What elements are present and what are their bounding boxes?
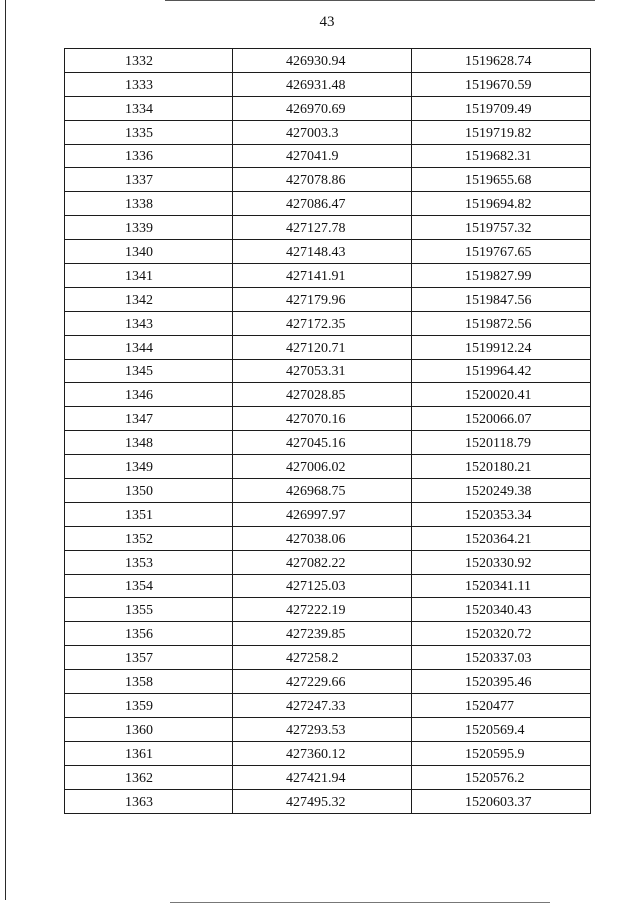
table-row: [65, 311, 591, 335]
x-coordinate-cell: 427120.71: [233, 335, 412, 359]
y-coordinate-cell: 1520330.92: [412, 550, 591, 574]
y-coordinate-cell: 1520395.46: [412, 670, 591, 694]
table-row: [65, 598, 591, 622]
x-coordinate-cell: 426970.69: [233, 96, 412, 120]
x-coordinate-cell: 427495.32: [233, 789, 412, 813]
point-number-cell: 1354: [65, 574, 233, 598]
point-number-cell: 1358: [65, 670, 233, 694]
table-row: [65, 574, 591, 598]
y-coordinate-cell: 1519670.59: [412, 72, 591, 96]
x-coordinate-cell: 427082.22: [233, 550, 412, 574]
y-coordinate-cell: 1520249.38: [412, 479, 591, 503]
point-number-cell: 1362: [65, 765, 233, 789]
x-coordinate-cell: 427179.96: [233, 287, 412, 311]
table-row: [65, 168, 591, 192]
x-coordinate-cell: 427070.16: [233, 407, 412, 431]
point-number-cell: 1349: [65, 455, 233, 479]
point-number-cell: 1337: [65, 168, 233, 192]
x-coordinate-cell: 427038.06: [233, 526, 412, 550]
point-number-cell: 1357: [65, 646, 233, 670]
point-number-cell: 1343: [65, 311, 233, 335]
x-coordinate-cell: 427028.85: [233, 383, 412, 407]
table-row: [65, 72, 591, 96]
y-coordinate-cell: 1520020.41: [412, 383, 591, 407]
table-row: [65, 359, 591, 383]
x-coordinate-cell: 426930.94: [233, 49, 412, 73]
table-row: [65, 502, 591, 526]
table-row: [65, 96, 591, 120]
y-coordinate-cell: 1519872.56: [412, 311, 591, 335]
table-row: [65, 479, 591, 503]
x-coordinate-cell: 427041.9: [233, 144, 412, 168]
y-coordinate-cell: 1520320.72: [412, 622, 591, 646]
y-coordinate-cell: 1519719.82: [412, 120, 591, 144]
table-row: [65, 789, 591, 813]
table-row: [65, 407, 591, 431]
x-coordinate-cell: 427172.35: [233, 311, 412, 335]
table-row: [65, 216, 591, 240]
table-row: [65, 383, 591, 407]
y-coordinate-cell: 1520569.4: [412, 717, 591, 741]
table-row: [65, 455, 591, 479]
y-coordinate-cell: 1519847.56: [412, 287, 591, 311]
point-number-cell: 1342: [65, 287, 233, 311]
x-coordinate-cell: 426997.97: [233, 502, 412, 526]
x-coordinate-cell: 427360.12: [233, 741, 412, 765]
point-number-cell: 1336: [65, 144, 233, 168]
table-row: [65, 646, 591, 670]
x-coordinate-cell: 427125.03: [233, 574, 412, 598]
table-row: [65, 694, 591, 718]
y-coordinate-cell: 1520353.34: [412, 502, 591, 526]
y-coordinate-cell: 1520477: [412, 694, 591, 718]
table-row: [65, 741, 591, 765]
x-coordinate-cell: 426931.48: [233, 72, 412, 96]
point-number-cell: 1347: [65, 407, 233, 431]
table-row: [65, 240, 591, 264]
x-coordinate-cell: 427222.19: [233, 598, 412, 622]
table-row: [65, 49, 591, 73]
page-number: 43: [319, 14, 335, 30]
table-row: [65, 192, 591, 216]
x-coordinate-cell: 427045.16: [233, 431, 412, 455]
point-number-cell: 1348: [65, 431, 233, 455]
point-number-cell: 1332: [65, 49, 233, 73]
y-coordinate-cell: 1520341.11: [412, 574, 591, 598]
x-coordinate-cell: 427053.31: [233, 359, 412, 383]
y-coordinate-cell: 1520066.07: [412, 407, 591, 431]
x-coordinate-cell: 427141.91: [233, 264, 412, 288]
x-coordinate-cell: 427006.02: [233, 455, 412, 479]
table-row: [65, 264, 591, 288]
x-coordinate-cell: 427127.78: [233, 216, 412, 240]
x-coordinate-cell: 427078.86: [233, 168, 412, 192]
point-number-cell: 1333: [65, 72, 233, 96]
point-number-cell: 1339: [65, 216, 233, 240]
scan-edge-bottom: [170, 902, 550, 903]
point-number-cell: 1345: [65, 359, 233, 383]
table-row: [65, 335, 591, 359]
point-number-cell: 1351: [65, 502, 233, 526]
y-coordinate-cell: 1519628.74: [412, 49, 591, 73]
y-coordinate-cell: 1520603.37: [412, 789, 591, 813]
table-row: [65, 120, 591, 144]
point-number-cell: 1338: [65, 192, 233, 216]
y-coordinate-cell: 1520337.03: [412, 646, 591, 670]
y-coordinate-cell: 1519709.49: [412, 96, 591, 120]
scan-edge-left: [5, 0, 6, 900]
y-coordinate-cell: 1519694.82: [412, 192, 591, 216]
y-coordinate-cell: 1520180.21: [412, 455, 591, 479]
point-number-cell: 1340: [65, 240, 233, 264]
coordinates-table: [64, 48, 591, 814]
point-number-cell: 1355: [65, 598, 233, 622]
x-coordinate-cell: 427293.53: [233, 717, 412, 741]
table-row: [65, 144, 591, 168]
scan-edge-top: [165, 0, 595, 1]
point-number-cell: 1360: [65, 717, 233, 741]
x-coordinate-cell: 427003.3: [233, 120, 412, 144]
y-coordinate-cell: 1520364.21: [412, 526, 591, 550]
x-coordinate-cell: 427421.94: [233, 765, 412, 789]
point-number-cell: 1335: [65, 120, 233, 144]
table-row: [65, 765, 591, 789]
x-coordinate-cell: 427247.33: [233, 694, 412, 718]
coordinates-table-body: [65, 49, 591, 814]
y-coordinate-cell: 1519757.32: [412, 216, 591, 240]
y-coordinate-cell: 1520595.9: [412, 741, 591, 765]
y-coordinate-cell: 1519964.42: [412, 359, 591, 383]
point-number-cell: 1346: [65, 383, 233, 407]
table-row: [65, 717, 591, 741]
y-coordinate-cell: 1519827.99: [412, 264, 591, 288]
y-coordinate-cell: 1519655.68: [412, 168, 591, 192]
y-coordinate-cell: 1520576.2: [412, 765, 591, 789]
point-number-cell: 1334: [65, 96, 233, 120]
point-number-cell: 1341: [65, 264, 233, 288]
table-row: [65, 670, 591, 694]
point-number-cell: 1359: [65, 694, 233, 718]
y-coordinate-cell: 1519682.31: [412, 144, 591, 168]
y-coordinate-cell: 1520340.43: [412, 598, 591, 622]
x-coordinate-cell: 427086.47: [233, 192, 412, 216]
x-coordinate-cell: 427148.43: [233, 240, 412, 264]
point-number-cell: 1353: [65, 550, 233, 574]
table-row: [65, 431, 591, 455]
y-coordinate-cell: 1520118.79: [412, 431, 591, 455]
table-row: [65, 550, 591, 574]
point-number-cell: 1352: [65, 526, 233, 550]
point-number-cell: 1361: [65, 741, 233, 765]
y-coordinate-cell: 1519912.24: [412, 335, 591, 359]
table-row: [65, 622, 591, 646]
point-number-cell: 1363: [65, 789, 233, 813]
point-number-cell: 1344: [65, 335, 233, 359]
table-row: [65, 526, 591, 550]
x-coordinate-cell: 427258.2: [233, 646, 412, 670]
x-coordinate-cell: 427239.85: [233, 622, 412, 646]
point-number-cell: 1356: [65, 622, 233, 646]
x-coordinate-cell: 426968.75: [233, 479, 412, 503]
y-coordinate-cell: 1519767.65: [412, 240, 591, 264]
table-row: [65, 287, 591, 311]
x-coordinate-cell: 427229.66: [233, 670, 412, 694]
point-number-cell: 1350: [65, 479, 233, 503]
